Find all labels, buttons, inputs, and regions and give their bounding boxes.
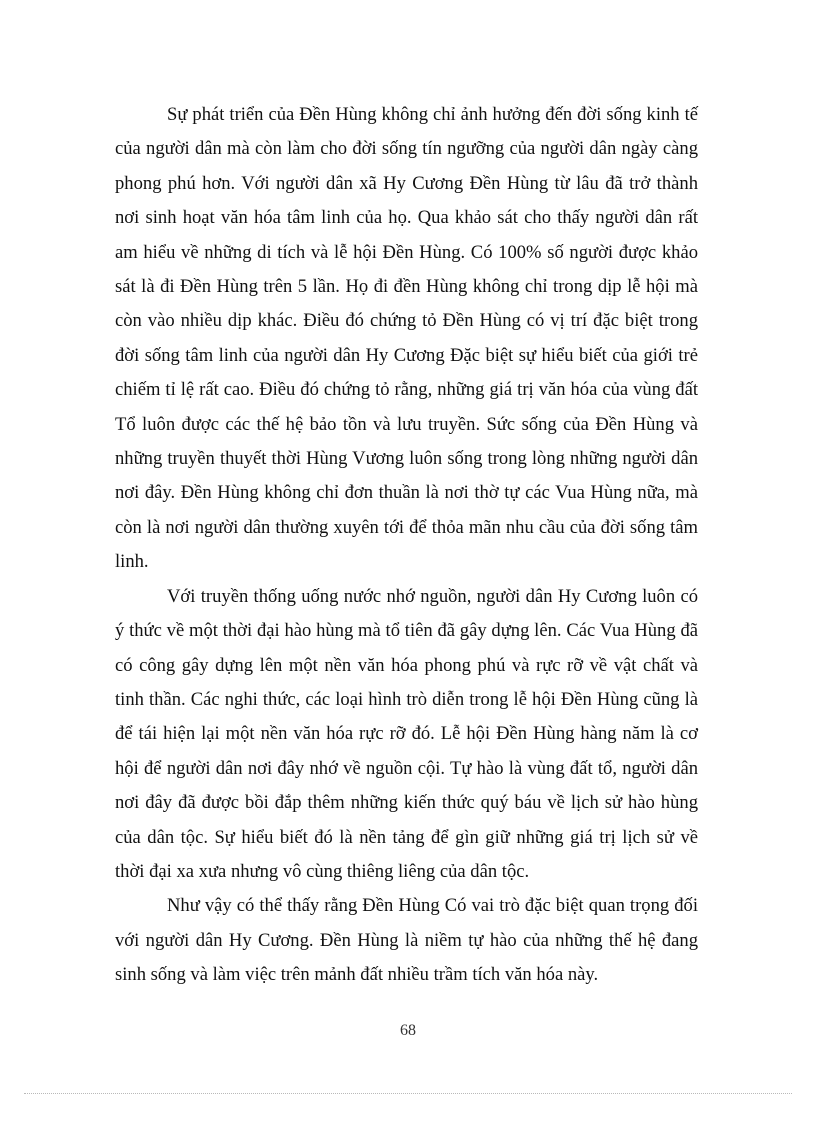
paragraph-2: Với truyền thống uống nước nhớ nguồn, người dân Hy Cương luôn có ý thức về một thời đại hào hùng mà tổ tiên đã gây dựng lên. Các Vua Hùng đã có công gây dựng lên một nền văn hóa phong phú và rực rỡ về vật chất và tinh thần. Các nghi thức, các loại hình trò diễn trong lễ hội Đền Hùng cũng là để tái hiện lại một nền văn hóa rực rỡ đó. Lễ hội Đền Hùng hàng năm là cơ hội để người dân nơi đây nhớ về nguồn cội. Tự hào là vùng đất tổ, người dân nơi đây đã được bồi đắp thêm những kiến thức quý báu về lịch sử hào hùng của dân tộc. Sự hiểu biết đó là nền tảng để gìn giữ những giá trị lịch sử về thời đại xa xưa nhưng vô cùng thiêng liêng của dân tộc. — [115, 585, 698, 882]
footer-divider — [24, 1093, 792, 1094]
page-number: 68 — [400, 1022, 416, 1039]
paragraph-3: Như vậy có thể thấy rằng Đền Hùng Có vai trò đặc biệt quan trọng đối với người dân Hy Cương. Đền Hùng là niềm tự hào của những thế hệ đang sinh sống và làm việc trên mảnh đất nhiều trầm tích văn hóa này. — [115, 895, 698, 986]
body-text — [115, 98, 698, 993]
paragraph-1: Sự phát triển của Đền Hùng không chỉ ảnh hưởng đến đời sống kinh tế của người dân mà còn làm cho đời sống tín ngưỡng của người dân ngày càng phong phú hơn. Với người dân xã Hy Cương Đền Hùng từ lâu đã trở thành nơi sinh hoạt văn hóa tâm linh của họ. Qua khảo sát cho thấy người dân rất am hiểu về những di tích và lễ hội Đền Hùng. Có 100% số người được khảo sát là đi Đền Hùng trên 5 lần. Họ đi đền Hùng không chỉ trong dịp lễ hội mà còn vào nhiều dịp khác. Điều đó chứng tỏ Đền Hùng có vị trí đặc biệt trong đời sống tâm linh của người dân Hy Cương Đặc biệt sự hiểu biết của giới trẻ chiếm tỉ lệ rất cao. Điều đó chứng tỏ rằng, những giá trị văn hóa của vùng đất Tổ luôn được các thế hệ bảo tồn và lưu truyền. Sức sống của Đền Hùng và những truyền thuyết thời Hùng Vương luôn sống trong lòng những người dân nơi đây. Đền Hùng không chỉ đơn thuần là nơi thờ tự các Vua Hùng nữa, mà còn là nơi người dân thường xuyên tới để thỏa mãn nhu cầu của đời sống tâm linh. — [115, 104, 698, 573]
